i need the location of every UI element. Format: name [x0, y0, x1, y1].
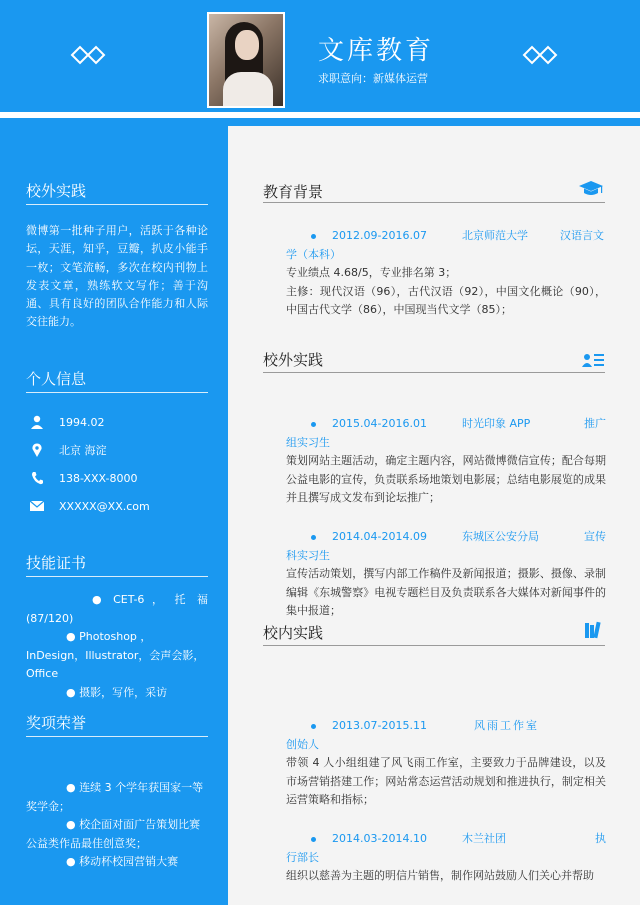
info-phone — [26, 468, 137, 488]
entry-head — [286, 528, 606, 547]
outside-practice-title: 校外实践 — [263, 351, 324, 369]
entry-org: 木兰社团 — [462, 832, 506, 845]
skills-title: 技能证书 — [26, 554, 87, 572]
header-banner — [0, 0, 640, 112]
entry-date: 2013.07-2015.11 — [332, 719, 427, 732]
info-birth — [26, 412, 105, 432]
entry-head — [286, 717, 606, 736]
entry-courses: 主修：现代汉语（96），古代汉语（92），中国文化概论（90），中国古代文学（86），中国现当代文学（85）； — [286, 284, 606, 316]
list-item-text: CET-6 ， 托 福(87/120) — [26, 593, 208, 625]
entry-gpa: 专业绩点 4.68/5，专业排名第 3； — [286, 266, 457, 279]
entry-role: 推广 — [584, 417, 606, 430]
outside-entry — [286, 528, 606, 621]
list-item-text: 移动杯校园营销大赛 — [79, 855, 179, 868]
entry-date: 2014.04-2014.09 — [332, 530, 427, 543]
outside-entry — [286, 415, 606, 508]
entry-date: 2015.04-2016.01 — [332, 417, 427, 430]
candidate-name: 文库教育 — [318, 36, 435, 66]
list-item: ● 移动杯校园营销大赛 — [66, 855, 179, 868]
awards-list — [26, 779, 208, 872]
sidebar-practice-text: 微博第一批种子用户，活跃于各种论坛，天涯，知乎，豆瓣，扒皮小能手一枚；文笔流畅，多次在校内刊物上发表文章，熟练软文写作；善于沟通、具有良好的团队合作能力和人际交往能力。 — [26, 224, 208, 329]
phone-icon — [26, 471, 48, 485]
divider — [26, 576, 208, 577]
graduation-cap-icon — [578, 180, 604, 198]
inside-practice-title: 校内实践 — [263, 624, 324, 642]
entry-desc: 组织以慈善为主题的明信片销售，制作网站鼓励人们关心并帮助 — [286, 869, 594, 882]
books-icon — [584, 621, 602, 639]
profile-list-icon — [582, 352, 604, 368]
entry-role-cont: 科实习生 — [286, 548, 330, 562]
diamond-ornament-icon — [522, 45, 558, 65]
list-item-text: 校企面对面广告策划比赛公益类作品最佳创意奖； — [26, 818, 201, 850]
entry-school: 北京师范大学 — [462, 229, 528, 242]
entry-date: 2012.09-2016.07 — [332, 229, 427, 242]
personal-info-title: 个人信息 — [26, 370, 87, 388]
entry-major-cont: 学（本科） — [286, 247, 341, 261]
entry-desc: 带领 4 人小组组建了风飞雨工作室，主要致力于品牌建设，以及市场营销搭建工作；网站常态运营活动规划和推进执行，制定相关运营策略和指标； — [286, 756, 606, 806]
location-icon — [26, 443, 48, 457]
list-item: ● 校企面对面广告策划比赛公益类作品最佳创意奖； — [26, 818, 201, 850]
header-stripe — [0, 118, 640, 126]
person-icon — [26, 415, 48, 429]
entry-role-cont: 行部长 — [286, 850, 319, 864]
list-item: ● 连续 3 个学年获国家一等奖学金； — [26, 781, 204, 813]
entry-org: 时光印象 APP — [462, 417, 531, 430]
diamond-ornament-icon — [70, 45, 106, 65]
entry-major: 汉语言文 — [560, 229, 604, 242]
list-item: ● Photoshop ，InDesign，Illustrator，会声会影，Office — [26, 630, 205, 680]
inside-entry — [286, 830, 606, 886]
entry-head — [286, 227, 606, 246]
entry-date: 2014.03-2014.10 — [332, 832, 427, 845]
list-item: ● 摄影，写作，采访 — [66, 685, 168, 699]
list-item-text: 连续 3 个学年获国家一等奖学金； — [26, 781, 204, 813]
list-item-text: 摄影，写作，采访 — [79, 685, 168, 699]
info-value: XXXXX@XX.com — [59, 499, 150, 513]
skills-list — [26, 591, 208, 702]
entry-head — [286, 830, 606, 849]
mail-icon — [26, 499, 48, 513]
entry-desc: 宣传活动策划，撰写内部工作稿件及新闻报道；摄影、摄像、录制编辑《东城警察》电视专题栏目及负责联系各大媒体对新闻事件的集中报道； — [286, 567, 606, 617]
education-entry — [286, 227, 606, 320]
divider — [263, 372, 605, 373]
awards-title: 奖项荣誉 — [26, 714, 87, 732]
education-title: 教育背景 — [263, 183, 324, 201]
info-email — [26, 496, 150, 516]
info-value: 北京 海淀 — [59, 444, 107, 457]
job-intent: 求职意向：新媒体运营 — [318, 72, 428, 85]
profile-photo — [207, 12, 285, 108]
info-value: 1994.02 — [59, 415, 105, 429]
divider — [263, 645, 605, 646]
info-value: 138-XXX-8000 — [59, 471, 138, 485]
entry-desc: 策划网站主题活动，确定主题内容，网站微博微信宣传；配合每期公益电影的宣传，负责联系场地策划电影展；总结电影展览的成果并且撰写成文发布到论坛推广； — [286, 454, 606, 504]
sidebar-practice-title: 校外实践 — [26, 182, 87, 200]
entry-role-cont: 创始人 — [286, 737, 319, 751]
entry-org: 风雨工作室 — [474, 719, 539, 732]
info-location — [26, 440, 107, 460]
divider — [26, 736, 208, 737]
inside-entry — [286, 717, 606, 810]
entry-org: 东城区公安分局 — [462, 530, 539, 543]
divider — [263, 202, 605, 203]
entry-role: 执 — [595, 832, 606, 845]
entry-role: 宣传 — [584, 530, 606, 543]
entry-head — [286, 415, 606, 434]
list-item: ● CET-6 ， 托 福(87/120) — [26, 593, 208, 625]
divider — [26, 204, 208, 205]
divider — [26, 392, 208, 393]
list-item-text: Photoshop ，InDesign，Illustrator，会声会影，Office — [26, 630, 205, 680]
entry-role-cont: 组实习生 — [286, 435, 330, 449]
